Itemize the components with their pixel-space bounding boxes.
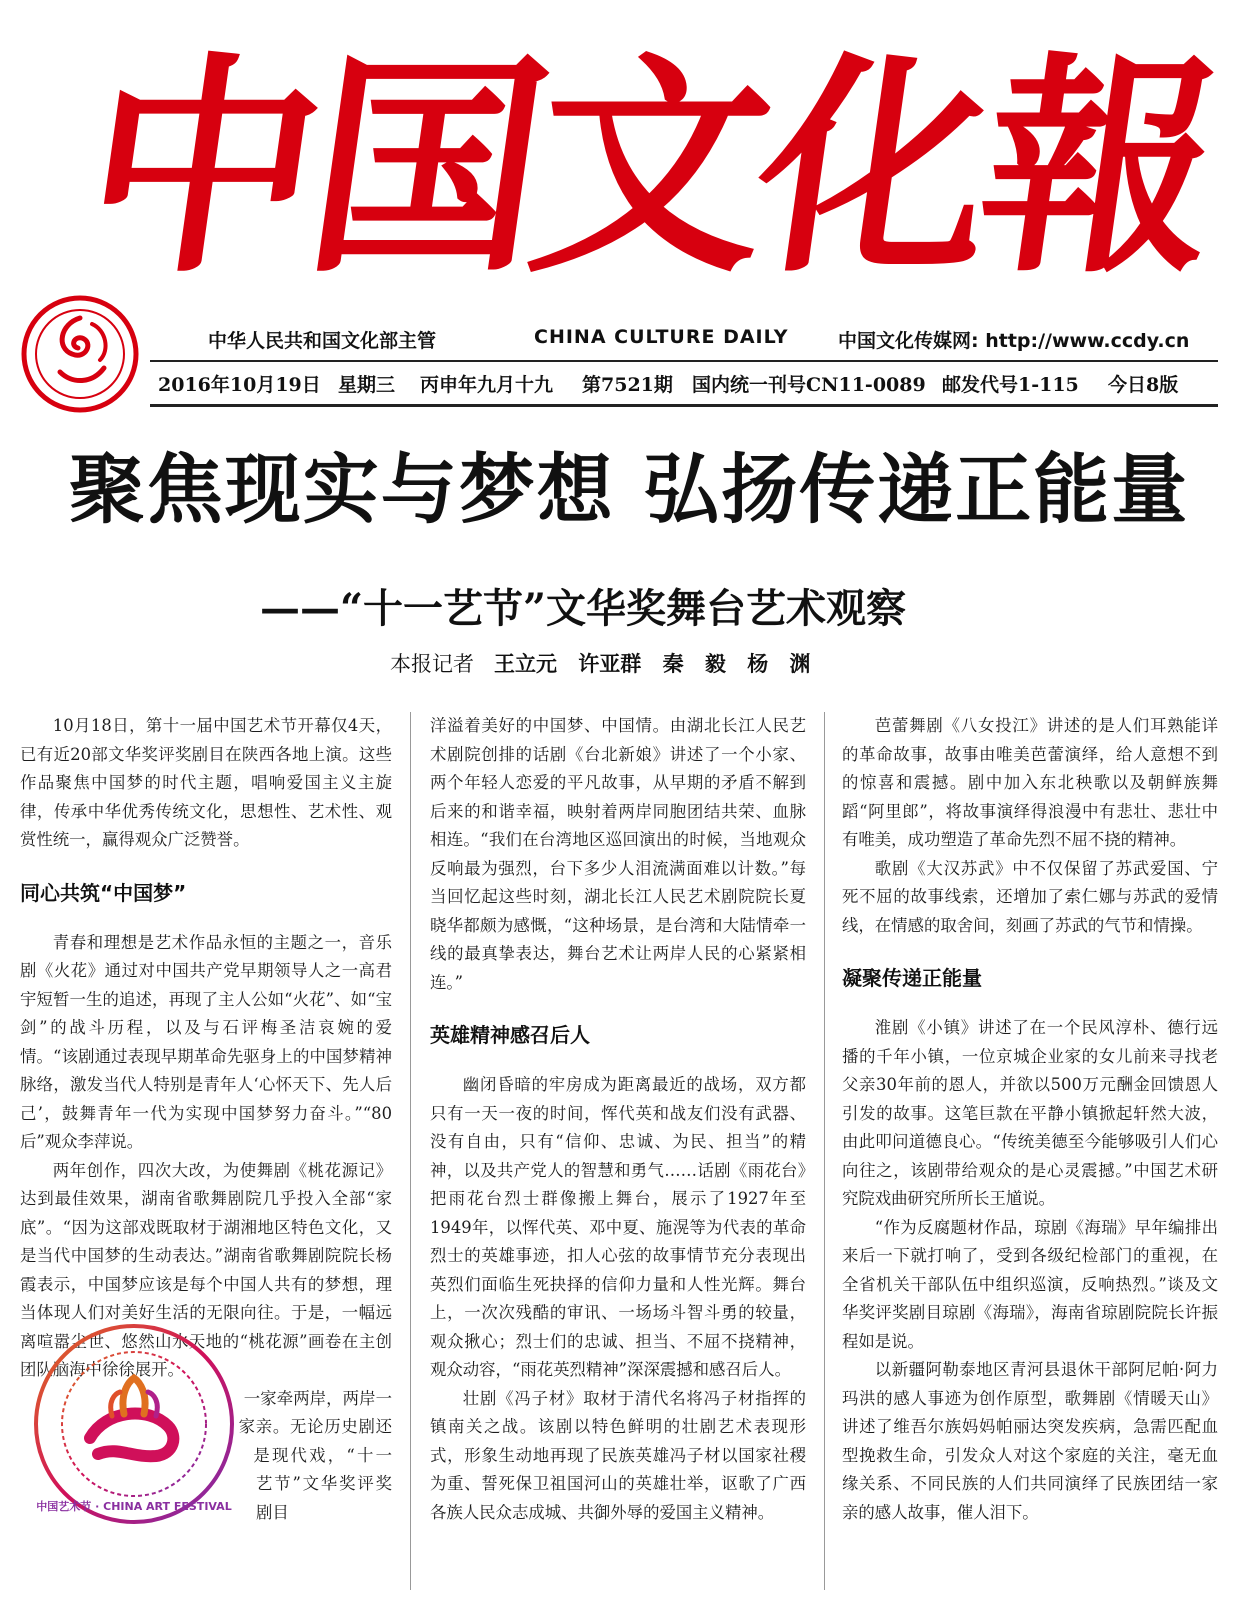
supervisor-text: 中华人民共和国文化部主管 [208, 330, 437, 352]
subheadline: ——“十一艺节”文华奖舞台艺术观察 [260, 585, 907, 632]
weekday: 星期三 [338, 374, 396, 396]
paragraph: 幽闭昏暗的牢房成为距离最近的战场，双方都只有一天一夜的时间，恽代英和战友们没有武器、没有自由，只有“信仰、忠诚、为民、担当”的精神，以及共产党人的智慧和勇气……话剧《雨花台》把雨花台烈士群像搬上舞台，展示了1927年至1949年，以恽代英、邓中夏、施滉等为代表的革命烈士的英雄事迹，扣人心弦的故事情节充分表现出英烈们面临生死抉择的信仰力量和人性光辉。舞台上，一次次残酷的审讯、一场场斗智斗勇的较量，观众揪心；烈士们的忠诚、担当、不屈不挠精神，观众动容，“雨花英烈精神”深深震撼和感召后人。 [430, 1075, 806, 1379]
header-rule-bottom [150, 404, 1218, 407]
issue-date: 2016年10月19日 [158, 374, 321, 396]
paragraph: 两年创作，四次大改，为使舞剧《桃花源记》达到最佳效果，湖南省歌舞剧院几乎投入全部“家底”。“因为这部戏既取材于湖湘地区特色文化，又是当代中国梦的生动表达。”湖南省歌舞剧院院长杨霞表示，中国梦应该是每个中国人共有的梦想，理当体现人们对美好生活的无限向往。于是，一幅远离喧嚣尘世、悠然山水天地的“桃花源”画卷在主创团队脑海中徐徐展开。 [20, 1160, 392, 1379]
masthead-title: 中国文化報 [68, 31, 1228, 304]
china-art-festival-logo [28, 1318, 240, 1530]
paragraph: 以新疆阿勒泰地区青河县退休干部阿尼帕·阿力玛洪的感人事迹为创作原型，歌舞剧《情暖天山》讲述了维吾尔族妈妈帕丽达突发疾病，急需匹配血型挽救生命，引发众人对这个家庭的关注，毫无血缘关系、不同民族的人们共同演绎了民族团结一家亲的感人故事，催人泪下。 [842, 1360, 1218, 1522]
paragraph: 芭蕾舞剧《八女投江》讲述的是人们耳熟能详的革命故事，故事由唯美芭蕾演绎，给人意想不到的惊喜和震撼。剧中加入东北秧歌以及朝鲜族舞蹈“阿里郎”，将故事演绎得浪漫中有悲壮、悲壮中有唯美，成功塑造了革命先烈不屈不挠的精神。 [842, 716, 1218, 849]
byline-names: 王立元 许亚群 秦 毅 杨 渊 [494, 652, 811, 676]
byline [390, 650, 811, 678]
paragraph: 壮剧《冯子材》取材于清代名将冯子材指挥的镇南关之战。该剧以特色鲜明的壮剧艺术表现形式，形象生动地再现了民族英雄冯子材以国家社稷为重、誓死保卫祖国河山的英雄壮举，讴歌了广西各族人民众志成城、共御外辱的爱国主义精神。 [430, 1388, 806, 1522]
section-heading: 凝聚传递正能量 [842, 966, 982, 990]
article-column-2 [430, 712, 806, 1592]
festival-logo-text: 中国艺术节 · CHINA ART FESTIVAL [36, 1500, 232, 1513]
issue-number: 第7521期 [582, 374, 673, 396]
byline-label: 本报记者 [390, 652, 474, 676]
paragraph: “作为反腐题材作品，琼剧《海瑞》早年编排出来后一下就打响了，受到各级纪检部门的重视，在全省机关干部队伍中组织巡演，反响热烈。”谈及文华奖评奖剧目琼剧《海瑞》，海南省琼剧院院长许振程如是说。 [842, 1217, 1218, 1351]
section-heading: 英雄精神感召后人 [430, 1023, 590, 1047]
edition-count: 今日8版 [1108, 374, 1179, 396]
paragraph: 一家牵两岸，两岸一家亲。无论历史剧还是现代戏，“十一艺节”文华奖评奖剧目 [238, 1388, 392, 1522]
column-divider [824, 712, 825, 1590]
english-name: CHINA CULTURE DAILY [534, 326, 789, 348]
paragraph: 10月18日，第十一届中国艺术节开幕仅4天，已有近20部文华奖评奖剧目在陕西各地上演。这些作品聚焦中国梦的时代主题，唱响爱国主义主旋律，传承中华优秀传统文化，思想性、艺术性、观赏性统一，赢得观众广泛赞誉。 [20, 716, 392, 849]
website-text: 中国文化传媒网: http://www.ccdy.cn [838, 330, 1190, 352]
paragraph: 青春和理想是艺术作品永恒的主题之一，音乐剧《火花》通过对中国共产党早期领导人之一高君宇短暂一生的追述，再现了主人公如“火花”、如“宝剑”的战斗历程，以及与石评梅圣洁哀婉的爱情。“该剧通过表现早期革命先驱身上的中国梦精神脉络，激发当代人特别是青年人‘心怀天下、先人后己’，鼓舞青年一代为实现中国梦努力奋斗。”“80后”观众李萍说。 [20, 932, 392, 1151]
lunar-date: 丙申年九月十九 [420, 374, 554, 396]
headline: 聚焦现实与梦想 弘扬传递正能量 [68, 445, 1190, 534]
paragraph: 洋溢着美好的中国梦、中国情。由湖北长江人民艺术剧院创排的话剧《台北新娘》讲述了一个小家、两个年轻人恋爱的平凡故事，从早期的矛盾不解到后来的和谐幸福，映射着两岸同胞团结共荣、血脉相连。“我们在台湾地区巡回演出的时候，当地观众反响最为强烈，台下多少人泪流满面难以计数。”每当回忆起这些时刻，湖北长江人民艺术剧院院长夏晓华都颇为感慨，“这种场景，是台湾和大陆情牵一线的最真挚表达，舞台艺术让两岸人民的心紧紧相连。” [430, 716, 806, 992]
paragraph: 歌剧《大汉苏武》中不仅保留了苏武爱国、宁死不屈的故事线索，还增加了索仁娜与苏武的爱情线，在情感的取舍间，刻画了苏武的气节和情操。 [842, 858, 1218, 935]
cn-number: 国内统一刊号CN11-0089 [692, 374, 926, 396]
postal-code: 邮发代号1-115 [942, 374, 1079, 396]
column-divider [410, 712, 411, 1590]
article-column-3 [842, 712, 1218, 1592]
header-rule-top [150, 360, 1218, 362]
newspaper-seal-logo [20, 294, 140, 414]
section-heading: 同心共筑“中国梦” [20, 880, 187, 905]
paragraph: 淮剧《小镇》讲述了在一个民风淳朴、德行远播的千年小镇，一位京城企业家的女儿前来寻找老父亲30年前的恩人，并欲以500万元酬金回馈恩人引发的故事。这笔巨款在平静小镇掀起轩然大波，由此叩问道德良心。“传统美德至今能够吸引人们心向往之，该剧带给观众的是心灵震撼。”中国艺术研究院戏曲研究所所长王馗说。 [842, 1018, 1218, 1208]
